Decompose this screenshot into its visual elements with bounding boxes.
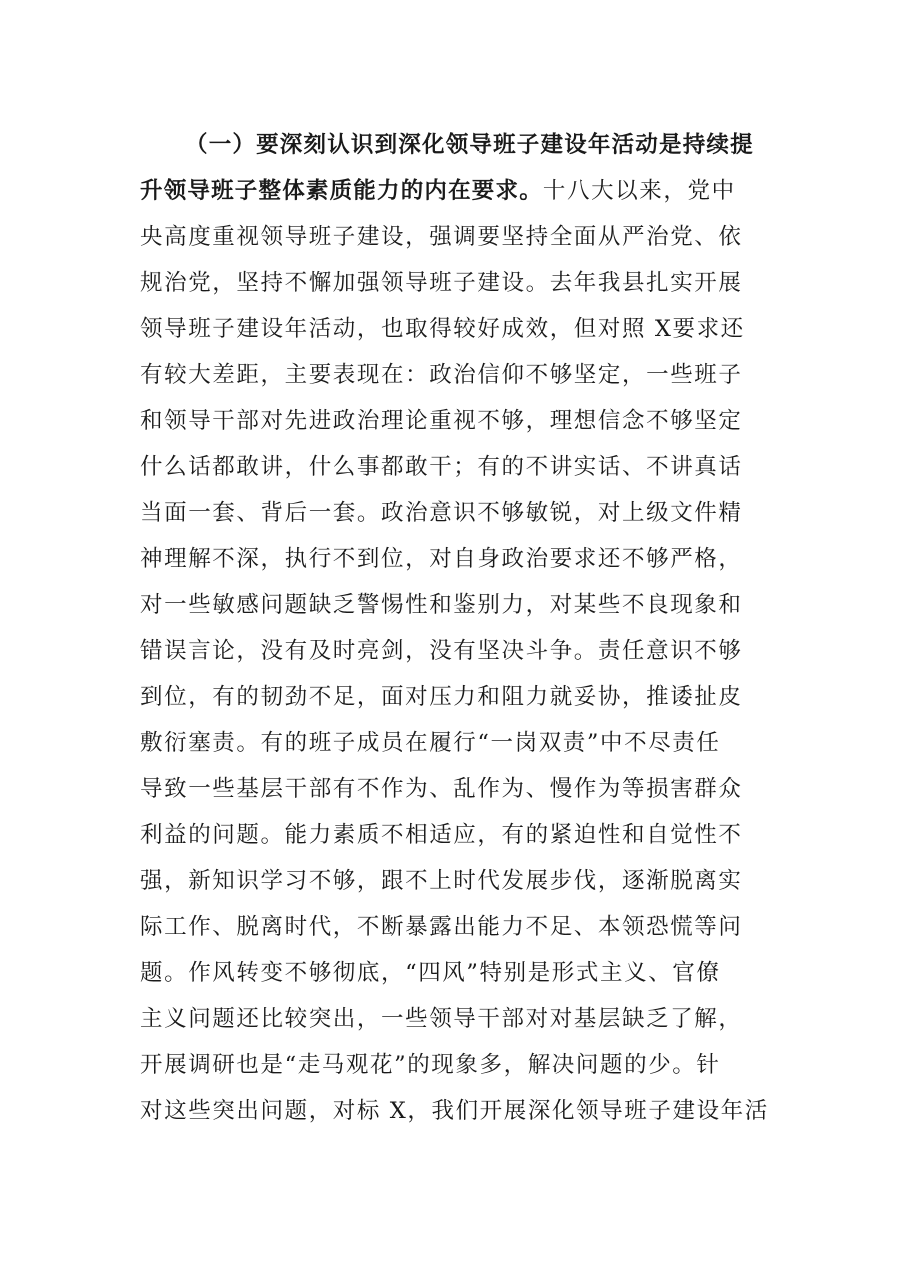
paragraph-line: 主义问题还比较突出，一些领导干部对对基层缺乏了解， <box>140 1006 743 1032</box>
paragraph-line: 规治党，坚持不懈加强领导班子建设。去年我县扎实开展 <box>140 270 743 296</box>
paragraph-line: 到位，有的韧劲不足，面对压力和阻力就妥协，推诿扯皮 <box>140 684 743 710</box>
paragraph-line: 开展调研也是“走马观花”的现象多，解决问题的少。针 <box>140 1052 721 1078</box>
paragraph-line: 央高度重视领导班子建设，强调要坚持全面从严治党、依 <box>140 224 743 250</box>
heading-text: （一）要深刻认识到深化领导班子建设年活动是持续提 <box>185 132 754 158</box>
paragraph-line: 和领导干部对先进政治理论重视不够，理想信念不够坚定 <box>140 408 743 434</box>
paragraph-line: 敷衍塞责。有的班子成员在履行“一岗双责”中不尽责任 <box>140 730 721 756</box>
paragraph-line: 对一些敏感问题缺乏警惕性和鉴别力，对某些不良现象和 <box>140 592 743 618</box>
heading-text-continued: 升领导班子整体素质能力的内在要求。 <box>140 178 543 204</box>
body-text: 十八大以来，党中 <box>542 178 736 204</box>
paragraph-line: 强，新知识学习不够，跟不上时代发展步伐，逐渐脱离实 <box>140 868 743 894</box>
paragraph-line: 领导班子建设年活动，也取得较好成效，但对照 X要求还 <box>140 316 745 342</box>
paragraph-line: 神理解不深，执行不到位，对自身政治要求还不够严格， <box>140 546 743 572</box>
paragraph-line <box>140 174 774 208</box>
paragraph-line: 题。作风转变不够彻底，“四风”特别是形式主义、官僚 <box>140 960 721 986</box>
paragraph-line: 对这些突出问题，对标 X，我们开展深化领导班子建设年活 <box>140 1098 769 1124</box>
paragraph-line: 利益的问题。能力素质不相适应，有的紧迫性和自觉性不 <box>140 822 743 848</box>
paragraph-heading-line-1 <box>185 128 775 162</box>
paragraph-line: 什么话都敢讲，什么事都敢干；有的不讲实话、不讲真话 <box>140 454 743 480</box>
paragraph-line: 当面一套、背后一套。政治意识不够敏锐，对上级文件精 <box>140 500 743 526</box>
paragraph-line: 错误言论，没有及时亮剑，没有坚决斗争。责任意识不够 <box>140 638 743 664</box>
paragraph-line: 有较大差距，主要表现在：政治信仰不够坚定，一些班子 <box>140 362 743 388</box>
paragraph-line: 际工作、脱离时代，不断暴露出能力不足、本领恐慌等问 <box>140 914 743 940</box>
paragraph-line: 导致一些基层干部有不作为、乱作为、慢作为等损害群众 <box>140 776 743 802</box>
